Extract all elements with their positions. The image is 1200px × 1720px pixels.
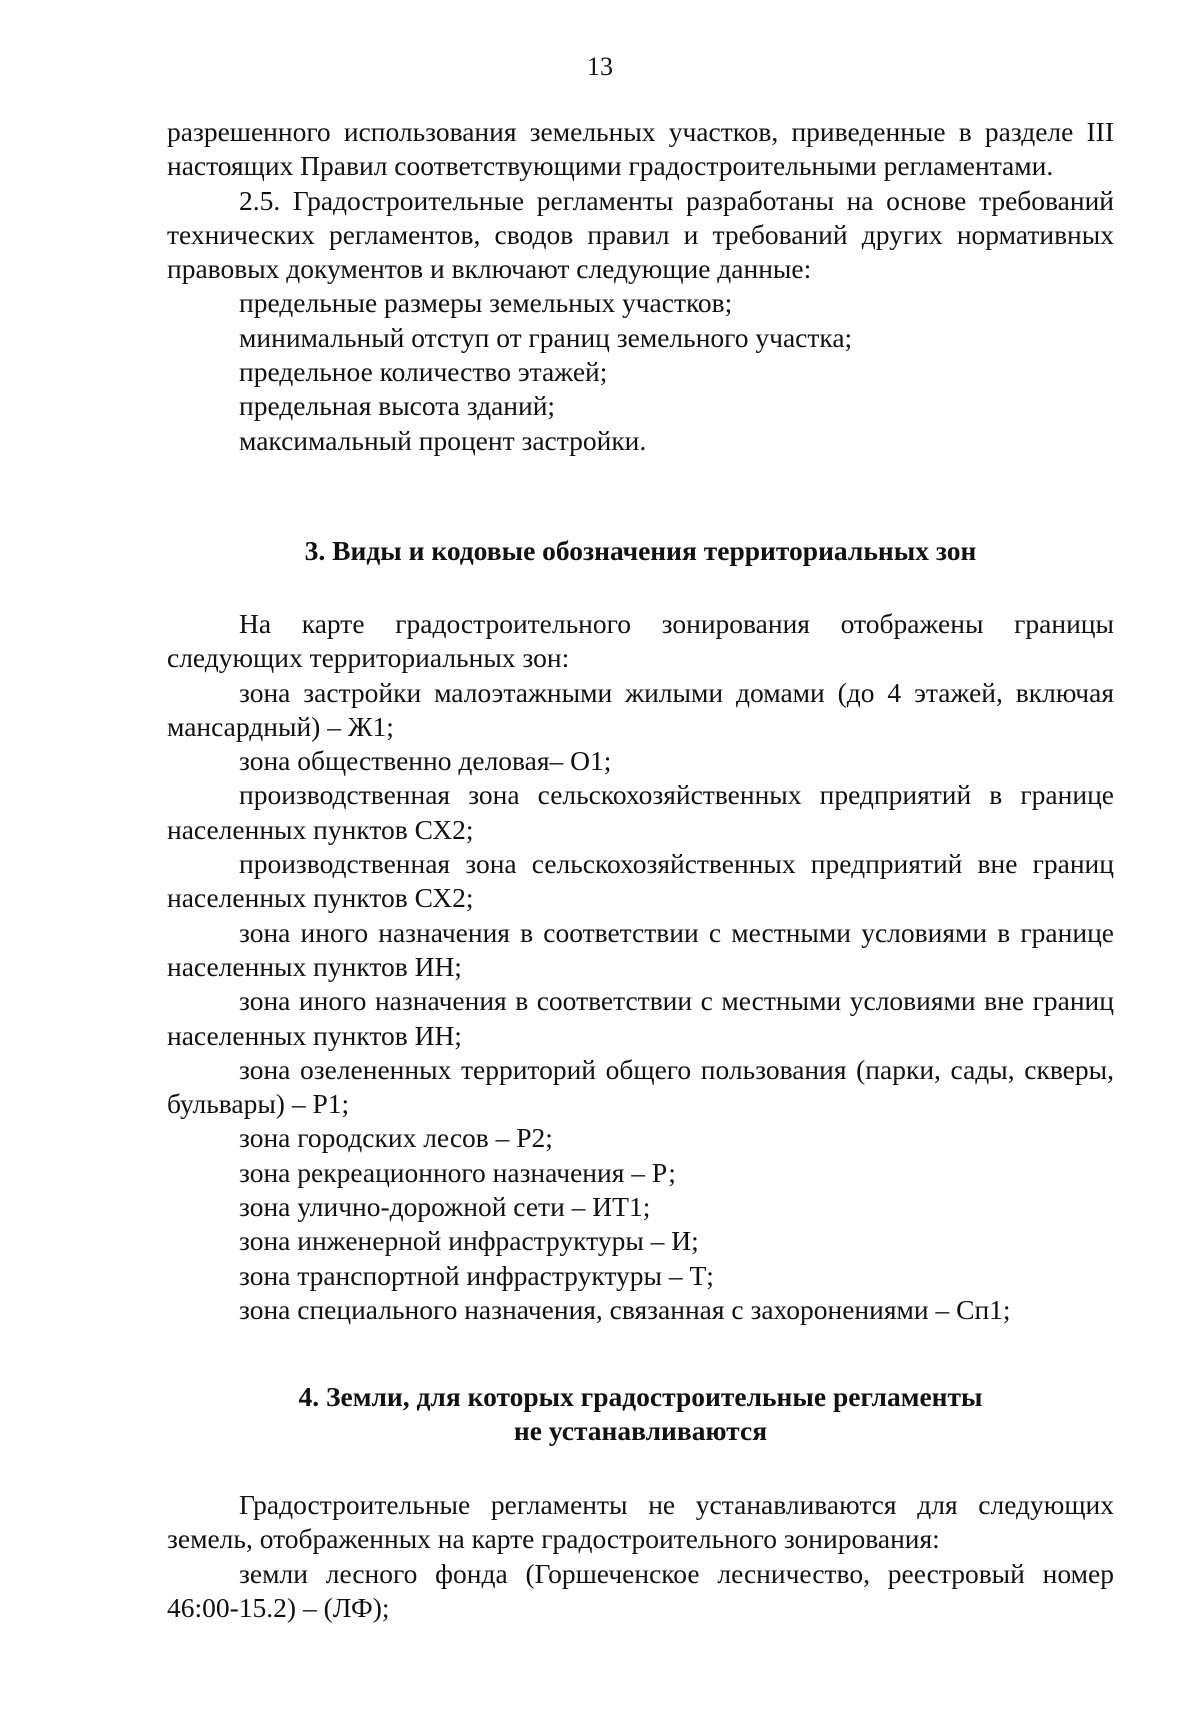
zone-item: зона рекреационного назначения – Р; xyxy=(239,1156,676,1188)
list-item: предельные размеры земельных участков; xyxy=(239,287,733,319)
list-item: предельное количество этажей; xyxy=(239,356,608,388)
paragraph-2-5: 2.5. Градостроительные регламенты разработаны на основе требований технических регламентов, сводов правил и требований других нормативных правовых документов и включают следующие данные: xyxy=(167,184,1114,285)
zone-item: производственная зона сельскохозяйственных предприятий в границе населенных пунктов СХ2; xyxy=(167,779,1114,845)
zone-item: зона улично-дорожной сети – ИТ1; xyxy=(239,1191,651,1223)
section-intro xyxy=(167,115,1114,458)
section-4-title-line-1: 4. Земли, для которых градостроительные регламенты xyxy=(298,1381,983,1412)
section-3-intro: На карте градостроительного зонирования отображены границы следующих территориальных зон: xyxy=(167,608,1114,674)
zone-item: зона застройки малоэтажными жилыми домами (до 4 этажей, включая мансардный) – Ж1; xyxy=(167,676,1114,742)
section-4-heading xyxy=(167,1380,1114,1449)
section-3-heading: 3. Виды и кодовые обозначения территориальных зон xyxy=(304,535,977,566)
zone-item: зона специального назначения, связанная с захоронениями – Сп1; xyxy=(239,1293,1011,1325)
zone-item: зона транспортной инфраструктуры – Т; xyxy=(239,1259,714,1291)
zone-item: зона озелененных территорий общего пользования (парки, сады, скверы, бульвары) – Р1; xyxy=(167,1053,1114,1120)
paragraph: разрешенного использования земельных участков, приведенные в разделе III настоящих Правил соответствующими градостроительными регламентами. xyxy=(167,116,1114,182)
zone-item: зона общественно деловая– О1; xyxy=(239,745,612,777)
zone-item: зона иного назначения в соответствии с местными условиями вне границ населенных пунктов ИН; xyxy=(167,985,1114,1051)
section-3-body xyxy=(167,607,1114,1327)
section-4-body xyxy=(167,1488,1114,1625)
zone-item: производственная зона сельскохозяйственных предприятий вне границ населенных пунктов СХ2; xyxy=(167,848,1114,914)
zone-item: зона иного назначения в соответствии с местными условиями в границе населенных пунктов ИН; xyxy=(167,916,1114,982)
section-4-intro: Градостроительные регламенты не устанавливаются для следующих земель, отображенных на карте градостроительного зонирования: xyxy=(167,1489,1114,1555)
zone-item: зона городских лесов – Р2; xyxy=(239,1122,553,1154)
zone-item: зона инженерной инфраструктуры – И; xyxy=(239,1225,699,1257)
land-item: земли лесного фонда (Горшеченское лесничество, реестровый номер 46:00-15.2) – (ЛФ); xyxy=(167,1557,1114,1623)
list-item: максимальный процент застройки. xyxy=(239,424,647,456)
list-item: минимальный отступ от границ земельного участка; xyxy=(239,321,853,353)
list-item: предельная высота зданий; xyxy=(239,390,556,422)
section-4-title-line-2: не устанавливаются xyxy=(513,1415,768,1447)
page-number: 13 xyxy=(587,52,613,81)
